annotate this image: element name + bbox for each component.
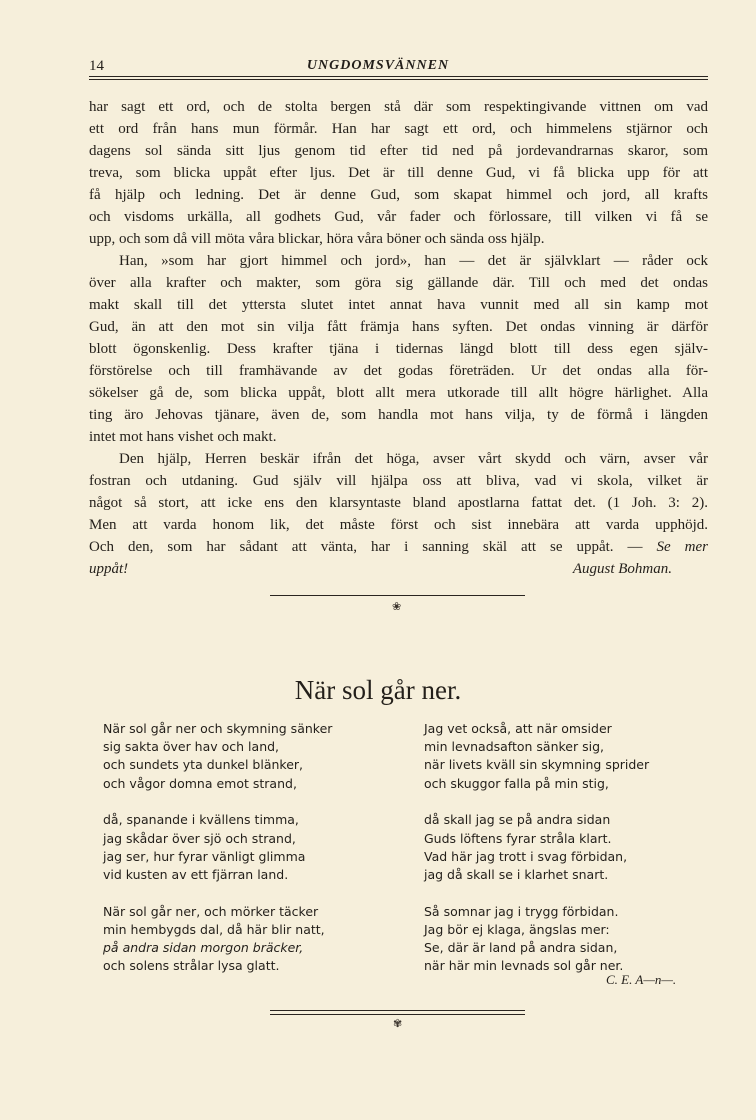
section-separator xyxy=(270,595,525,596)
article-author: August Bohman. xyxy=(572,561,672,577)
poem-line: och sundets yta dunkel blänker, xyxy=(103,757,304,773)
poem-stanza xyxy=(424,720,649,793)
poem-line: när här min levnads sol går ner. xyxy=(424,958,624,974)
article-line-with-emphasis xyxy=(89,536,708,558)
article-body xyxy=(89,96,708,580)
poem-line: Jag bör ej klaga, ängslas mer: xyxy=(424,921,610,937)
poem-line: Vad här jag trott i svag förbidan, xyxy=(424,848,628,864)
poem-line: då skall jag se på andra sidan xyxy=(424,812,611,828)
closing-phrase-start: Se mer xyxy=(656,539,708,555)
article-line: blott ögonskenlig. Dess krafter tjäna i tidernas längd blott till dess egen själv- xyxy=(89,341,708,357)
poem-line: Guds löftens fyrar stråla klart. xyxy=(424,830,612,846)
poem-line: och skuggor falla på min stig, xyxy=(424,775,609,791)
article-line: har sagt ett ord, och de stolta bergen stå där som respektingivande vittnen om vad xyxy=(89,99,708,115)
article-signature-line xyxy=(89,558,708,580)
article-line: fostran och utdaning. Gud själv vill hjälpa oss att bliva, vad vi skola, vilket är xyxy=(89,473,708,489)
article-line: dagens sol sända sitt ljus genom tid efter tid ned på jordevandrarnas skaror, som xyxy=(89,143,708,159)
poem-line: Se, där är land på andra sidan, xyxy=(424,940,618,956)
article-line: treva, som blicka uppåt efter ljus. Det är till denne Gud, vi få blicka upp för att xyxy=(89,165,708,181)
article-line: ett ord från hans mun förmår. Han har sagt ett ord, och himmelens stjärnor och xyxy=(89,121,708,137)
poem-title: När sol går ner. xyxy=(294,675,462,705)
poem-stanza xyxy=(424,903,649,976)
article-line: Men att varda honom lik, det måste först och sist innebära att varda upphöjd. xyxy=(89,517,708,533)
page-number: 14 xyxy=(89,58,104,74)
article-line: Gud, än att den mot sin vilja fått främja hans syften. Det ondas vinning är därför xyxy=(89,319,708,335)
poem-line: Så somnar jag i trygg förbidan. xyxy=(424,903,619,919)
article-line: makt skall till det yttersta slutet intet annat hava vunnit med all sin kamp mot xyxy=(89,297,708,313)
section-separator xyxy=(270,1010,525,1011)
poem-line: och vågor domna emot strand, xyxy=(103,775,297,791)
poem-line: när livets kväll sin skymning sprider xyxy=(424,757,650,773)
poem-left-column xyxy=(103,720,332,994)
poem-line: och solens strålar lysa glatt. xyxy=(103,958,280,974)
article-line: sökelser gå de, som blicka uppåt, blott allt mera utkorade till allt högre härlighet. Alla xyxy=(89,385,708,401)
ornament-icon: ❀ xyxy=(392,601,402,613)
ornament-icon: ✾ xyxy=(393,1018,403,1030)
poem-line: jag då skall se i klarhet snart. xyxy=(424,866,609,882)
article-line: Den hjälp, Herren beskär ifrån det höga, avser vårt skydd och värn, avser vår xyxy=(119,451,708,467)
article-line: Han, »som har gjort himmel och jord», han — det är självklart — råder ock xyxy=(119,253,708,269)
header-rule-bottom xyxy=(89,79,708,80)
article-line-text: Och den, som har sådant att vänta, har i sanning skäl att se uppåt. — xyxy=(89,539,643,555)
poem-line: jag ser, hur fyrar vänligt glimma xyxy=(103,848,306,864)
poem-stanza xyxy=(103,720,332,793)
article-line: intet mot hans vishet och makt. xyxy=(89,429,277,445)
poem-stanza xyxy=(103,903,332,976)
poem-author: C. E. A—n—. xyxy=(606,972,677,987)
article-line: ting äro Jehovas tjänare, även de, som handla mot hans vilja, ty de förmå i längden xyxy=(89,407,708,423)
closing-phrase-end: uppåt! xyxy=(89,561,129,577)
poem-line: När sol går ner, och mörker täcker xyxy=(103,903,319,919)
poem-line: min hembygds dal, då här blir natt, xyxy=(103,921,325,937)
section-separator xyxy=(270,1014,525,1015)
poem-stanza xyxy=(103,811,332,884)
poem-stanza xyxy=(424,811,649,884)
article-line: upp, och som då vill möta våra blickar, höra våra böner och sända oss hjälp. xyxy=(89,231,545,247)
article-line: över alla krafter och makter, som göra sig gällande där. Till och med det ondas xyxy=(89,275,708,291)
article-line: något så stort, att icke ens den klarsyntaste bland apostlarna fattat det. (1 Joh. 3: 2). xyxy=(89,495,708,511)
poem-line: sig sakta över hav och land, xyxy=(103,739,280,755)
poem-line: då, spanande i kvällens timma, xyxy=(103,812,299,828)
poem-line: vid kusten av ett fjärran land. xyxy=(103,866,289,882)
poem-line: Jag vet också, att när omsider xyxy=(424,721,612,736)
article-line: få hjälp och ledning. Det är denne Gud, som skapat himmel och jord, all krafts xyxy=(89,187,708,203)
poem-line: min levnadsafton sänker sig, xyxy=(424,739,605,755)
article-line: förstörelse och till framhävande av det godas företräden. Ur det ondas alla för- xyxy=(89,363,708,379)
poem-right-column xyxy=(424,720,649,994)
poem-line-italic: på andra sidan morgon bräcker, xyxy=(103,940,304,956)
running-title: UNGDOMSVÄNNEN xyxy=(306,58,450,73)
header-rule-top xyxy=(89,76,708,77)
poem-line: När sol går ner och skymning sänker xyxy=(103,721,333,736)
article-line: och visdoms urkälla, all godhets Gud, vår fader och förlossare, till vilken vi få se xyxy=(89,209,708,225)
poem-line: jag skådar över sjö och strand, xyxy=(103,830,296,846)
